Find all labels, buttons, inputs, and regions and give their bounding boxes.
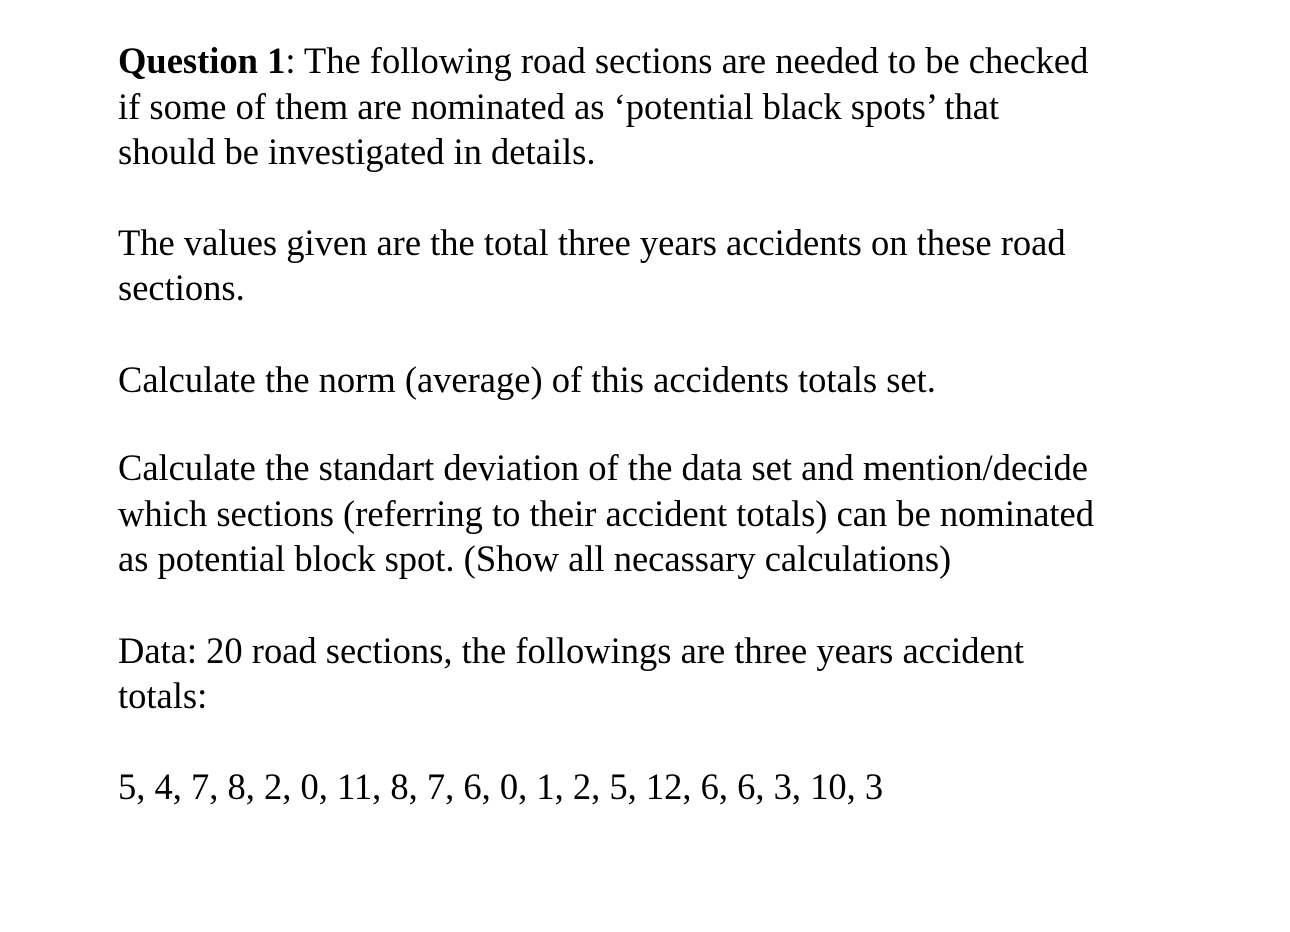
norm-line-1: Calculate the norm (average) of this accidents totals set.: [118, 358, 936, 400]
intro-line-3: should be investigated in details.: [118, 131, 596, 172]
intro-text-1: : The following road sections are needed to be checked: [285, 40, 1089, 81]
data-paragraph: [118, 628, 1218, 719]
data-values-line: 5, 4, 7, 8, 2, 0, 11, 8, 7, 6, 0, 1, 2, 5, 12, 6, 6, 3, 10, 3: [118, 765, 884, 807]
intro-line-1: [118, 38, 1218, 84]
data-line-2: totals:: [118, 675, 208, 716]
stddev-line-3: as potential block spot. (Show all necassary calculations): [118, 538, 952, 579]
intro-line-2: if some of them are nominated as ‘potential black spots’ that: [118, 85, 1000, 127]
question-label: Question 1: [118, 40, 286, 81]
accident-totals-values: [118, 764, 1218, 810]
stddev-paragraph: [118, 445, 1218, 582]
data-line-1: Data: 20 road sections, the followings are three years accident: [118, 629, 1025, 671]
stddev-line-2: which sections (referring to their accident totals) can be nominated: [118, 492, 1095, 534]
stddev-line-1: Calculate the standart deviation of the data set and mention/decide: [118, 447, 1088, 488]
values-line-1: The values given are the total three years accidents on these road: [118, 221, 1066, 263]
values-line-2: sections.: [118, 267, 245, 308]
question-intro-paragraph: [118, 38, 1218, 175]
values-paragraph: [118, 220, 1218, 311]
norm-paragraph: [118, 357, 1218, 403]
question-document: [118, 38, 1218, 809]
